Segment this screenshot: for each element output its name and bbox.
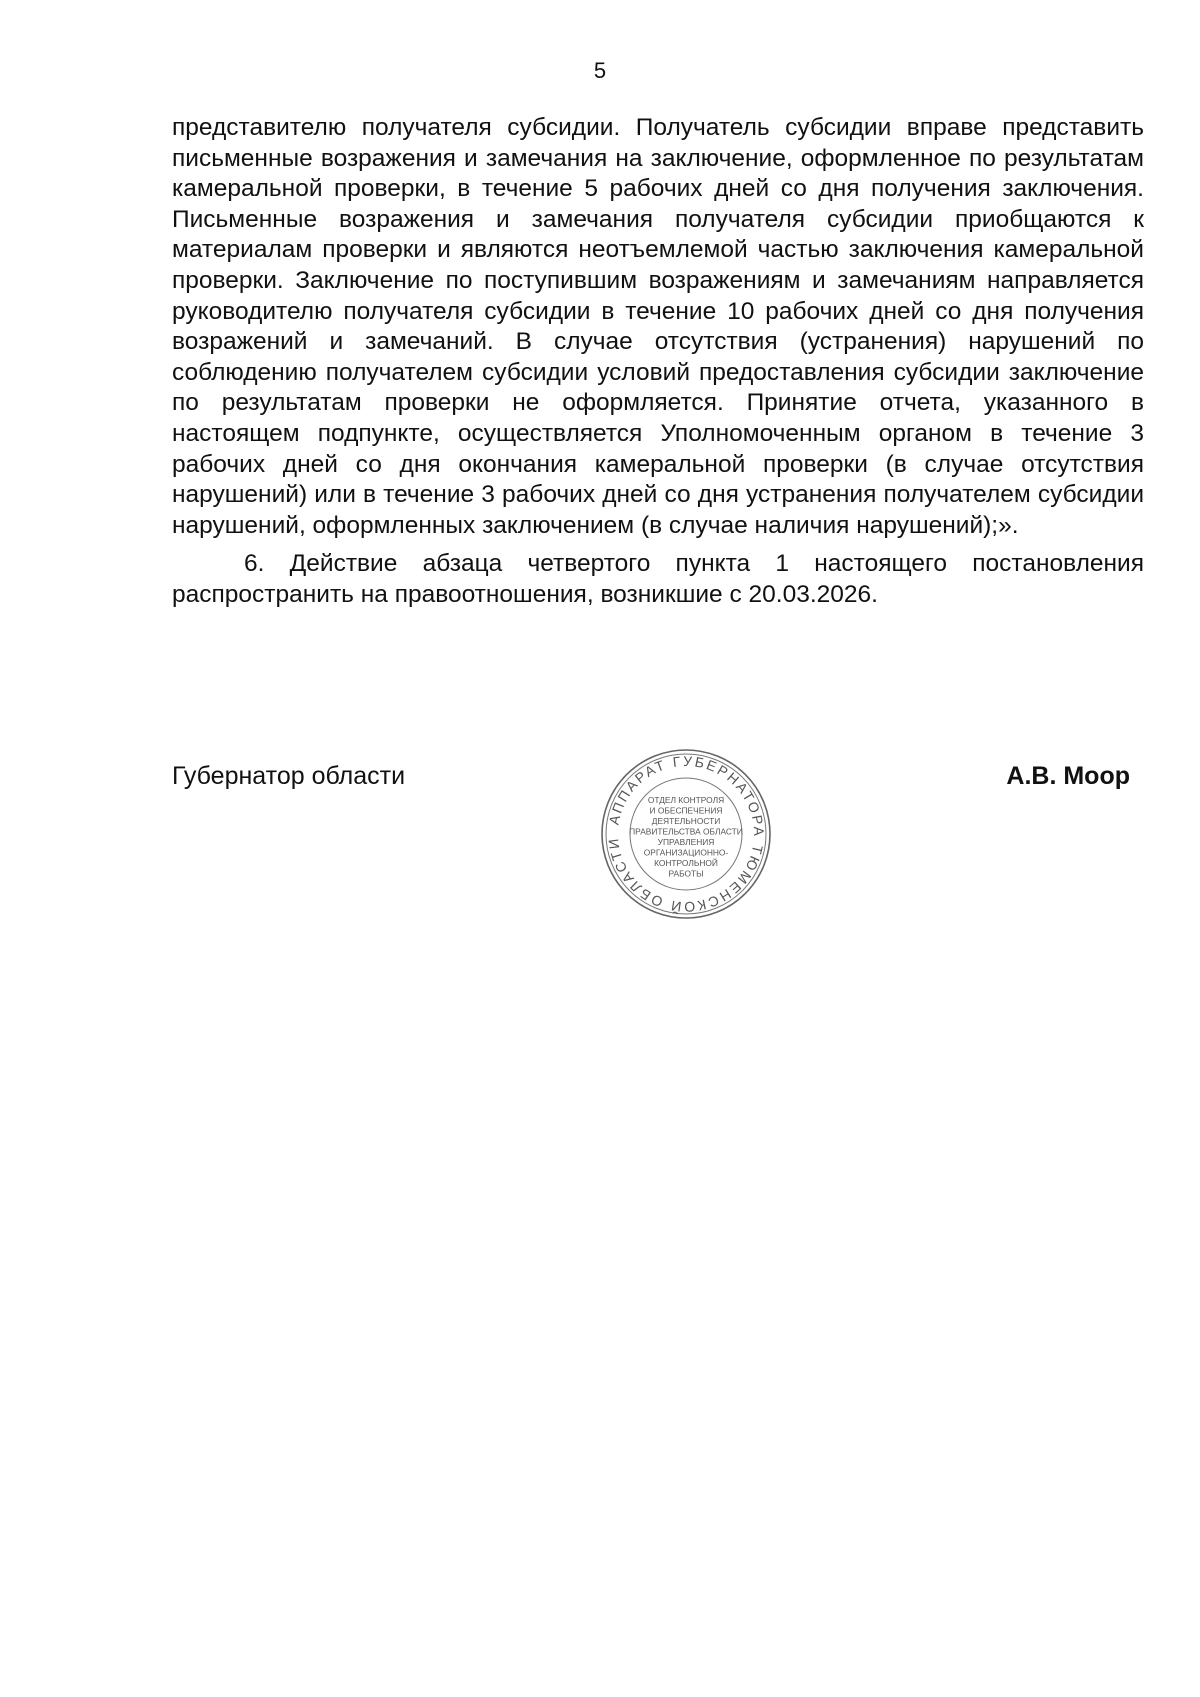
seal-inner-line: ОТДЕЛ КОНТРОЛЯ (647, 795, 725, 805)
seal-inner-line: И ОБЕСПЕЧЕНИЯ (649, 805, 723, 816)
paragraph-continuation: представителю получателя субсидии. Получатель субсидии вправе представить письменные возражения и замечания на заключение, оформленное по результатам камеральной проверки, в течение 5 рабочих дней со дня получения заключения. Письменные возражения и замечания получателя субсидии приобщаются к материалам проверки и являются неотъемлемой частью заключения камеральной проверки. Заключение по поступившим возражениям и замечаниям направляется руководителю получателя субсидии в течение 10 рабочих дней со дня получения возражений и замечаний. В случае отсутствия (устранения) нарушений по соблюдению получателем субсидии условий предоставления субсидии заключение по результатам проверки не оформляется. Принятие отчета, указанного в настоящем подпункте, осуществляется Уполномоченным органом в течение 3 рабочих дней со дня окончания камеральной проверки (в случае отсутствия нарушений) или в течение 3 рабочих дней со дня устранения получателем субсидии нарушений, оформленных заключением (в случае наличия нарушений);». (172, 114, 1144, 539)
seal-graphic (600, 748, 772, 920)
signatory-name: А.В. Моор (1006, 762, 1130, 790)
page-number: 5 (593, 58, 607, 83)
seal-inner-line: ПРАВИТЕЛЬСТВА ОБЛАСТИ (629, 826, 743, 837)
seal-inner-line: ОРГАНИЗАЦИОННО- (643, 847, 729, 858)
official-seal (600, 748, 772, 920)
seal-inner-line: РАБОТЫ (668, 868, 704, 879)
seal-inner-text (629, 795, 743, 879)
seal-outer-text: АППАРАТ ГУБЕРНАТОРА ТЮМЕНСКОЙ ОБЛАСТИ (604, 752, 768, 916)
seal-inner-line: ДЕЯТЕЛЬНОСТИ (651, 816, 721, 826)
seal-inner-line: УПРАВЛЕНИЯ (657, 837, 715, 847)
seal-inner-line: КОНТРОЛЬНОЙ (654, 858, 718, 868)
signatory-position: Губернатор области (172, 762, 406, 790)
paragraph-item-6: 6. Действие абзаца четвертого пункта 1 настоящего постановления распространить на правоотношения, возникшие с 20.03.2026. (172, 550, 1144, 608)
document-body (172, 113, 1144, 611)
